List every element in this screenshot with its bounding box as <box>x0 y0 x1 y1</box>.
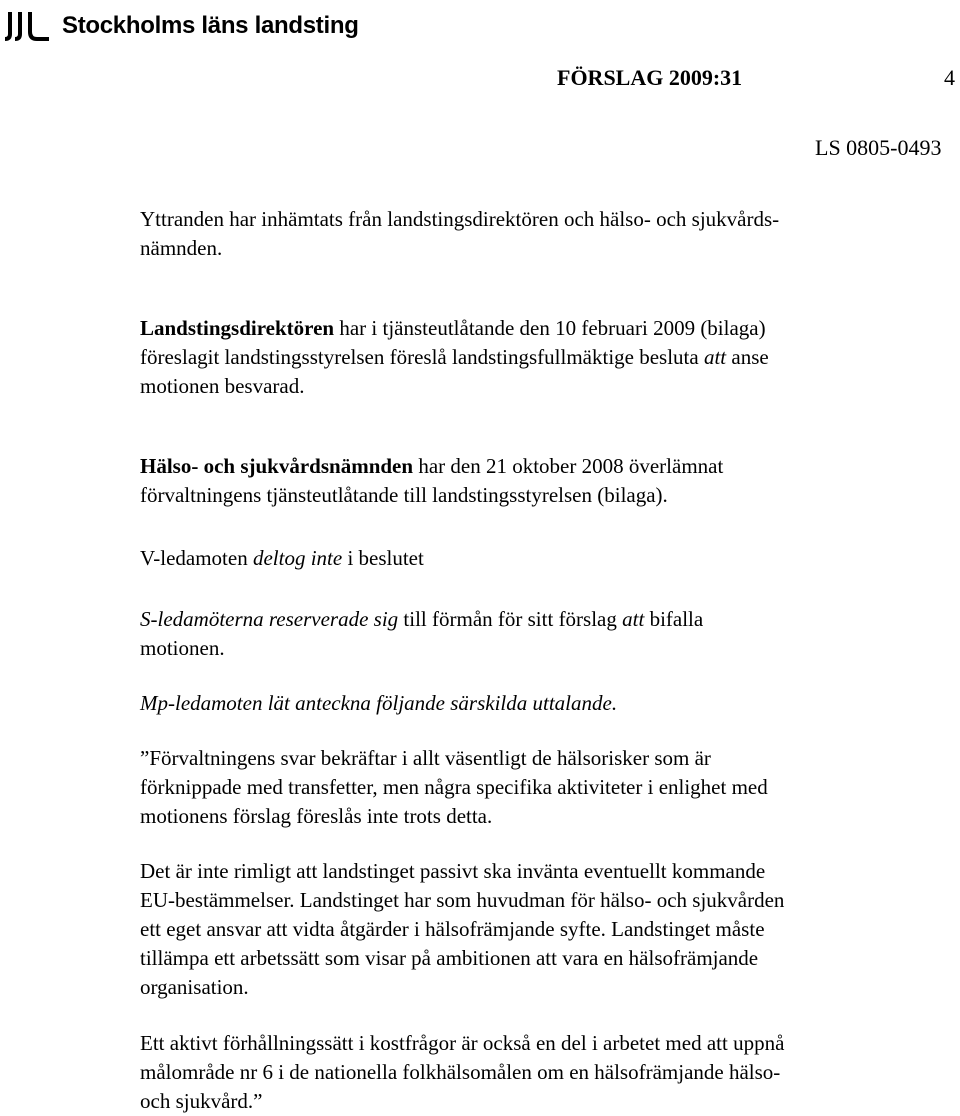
page-number: 4 <box>944 65 955 90</box>
paragraph-statement-quote-1: ”Förvaltningens svar bekräftar i allt väsentligt de hälsorisker som är förknippade med transfetter, men några specifika aktiviteter i enlighet med motionens förslag föreslås inte trots detta. <box>140 746 768 828</box>
paragraph-statements: Yttranden har inhämtats från landstingsdirektören och hälso- och sjukvårds- nämnden. <box>140 207 780 260</box>
sll-logo-icon <box>4 10 50 42</box>
paragraph-statement-quote-2: Det är inte rimligt att landstinget passivt ska invänta eventuellt kommande EU-bestämmelser. Landstinget har som huvudman för hälso- och sjukvården ett eget ansvar att vidta åtgärder i hälsofrämjande syfte. Landstinget måste tillämpa ett arbetssätt som visar på ambitionen att vara en hälsofrämjande organisation. <box>140 859 785 999</box>
header-logo <box>4 10 359 42</box>
paragraph-health-committee: Hälso- och sjukvårdsnämnden har den 21 oktober 2008 överlämnat förvaltningens tjänsteutlåtande till landstingsstyrelsen (bilaga). <box>140 454 724 507</box>
paragraph-statement-quote-3: Ett aktivt förhållningssätt i kostfrågor är också en del i arbetet med att uppnå målområde nr 6 i de nationella folkhälsomålen om en hälsofrämjande hälso- och sjukvård.” <box>140 1031 785 1113</box>
paragraph-county-director: Landstingsdirektören har i tjänsteutlåtande den 10 februari 2009 (bilaga) föreslagit landstingsstyrelsen föreslå landstingsfullmäktige besluta att anse motionen besvarad. <box>140 316 769 398</box>
document-title: FÖRSLAG 2009:31 <box>557 65 743 90</box>
document-reference: LS 0805-0493 <box>815 135 942 160</box>
org-name: Stockholms läns landsting <box>62 12 359 39</box>
document-body <box>140 205 930 1116</box>
paragraph-s-members: S-ledamöterna reserverade sig till förmån för sitt förslag att bifalla motionen. <box>140 607 704 660</box>
paragraph-mp-member: Mp-ledamoten lät anteckna följande särskilda uttalande. <box>140 691 618 715</box>
paragraph-v-member: V-ledamoten deltog inte i beslutet <box>140 546 424 570</box>
